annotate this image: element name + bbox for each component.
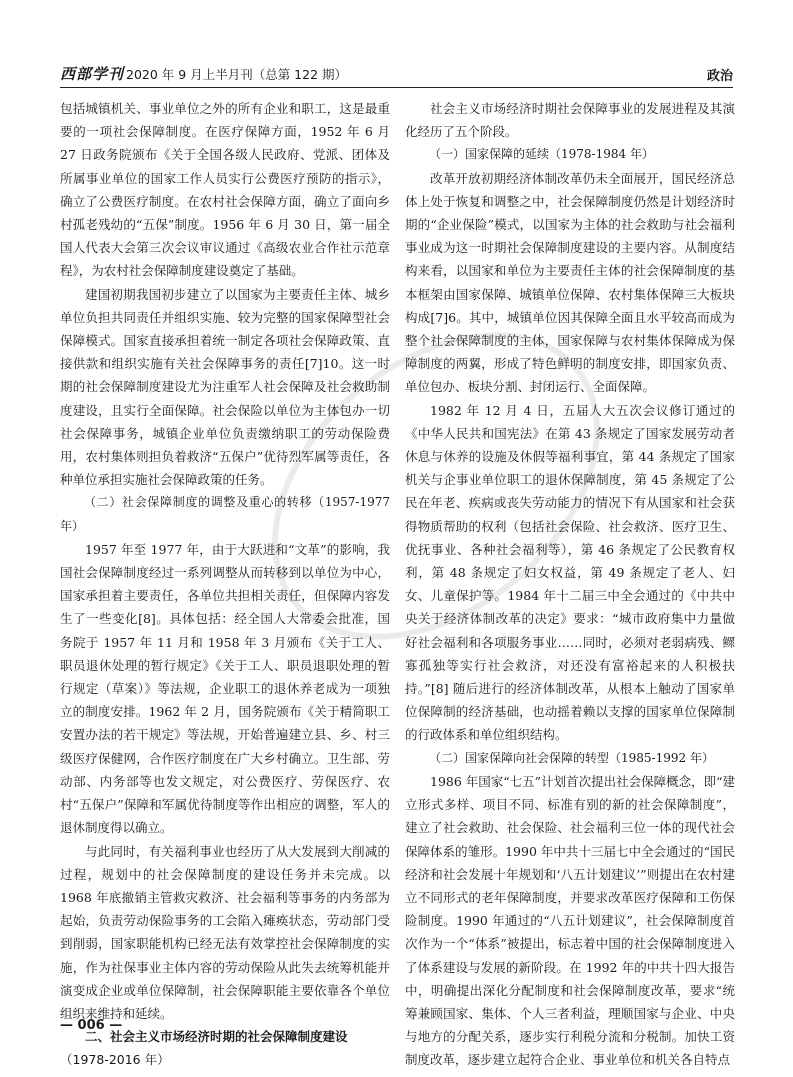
body-paragraph: 1982 年 12 月 4 日，五届人大五次会议修订通过的《中华人民共和国宪法》在第 43 条规定了国家发展劳动者休息与休养的设施及休假等福利事宜，第 44 条规定了国家机关与企事业单位职工的退休保障制度，第 45 条规定了公民在年老、疾病或丧失劳动能力的情况下有从国家和社会获得物质帮助的权利（包括社会保险、社会救济、医疗卫生、优抚事业、各种社会福利等），第 46 条规定了公民教育权利，第 48 条规定了妇女权益，第 49 条规定了老人、妇女、儿童保护等。1984 年十二届三中全会通过的《中共中央关于经济体制改革的决定》要求：“城市政府集中力量做好社会福利和各项服务事业……同时，必须对老弱病残、鳏寡孤独等实行社会救济，对还没有富裕起来的人积极扶持。”[8] 随后进行的经济体制改革，从根本上触动了国家单位保障制的经济基础，也动摇着赖以支撑的国家单位保障制的行政体系和单位组织结构。	[405, 402, 735, 743]
body-paragraph: 1957 年至 1977 年，由于大跃进和“文革”的影响，我国社会保障制度经过一系列调整从而转移到以单位为中心，国家承担着主要责任，各单位共担相关责任，但保障内容发生了一些变化[8]。具体包括：经全国人大常委会批准，国务院于 1957 年 11 月和 1958 年 3 月颁布《关于工人、职员退休处理的暂行规定》《关于工人、职员退职处理的暂行规定（草案）》等法规，企业职工的退休养老成为一项独立的制度安排。1962 年 2 月，国务院颁布《关于精简职工安置办法的若干规定》等法规，开始普遍建立县、乡、村三级医疗保健网，合作医疗制度在广大乡村确立。卫生部、劳动部、内务部等也发文规定，对公费医疗、劳保医疗、农村“五保户”保障和军属优待制度等作出相应的调整，军人的退休制度得以确立。	[60, 541, 390, 836]
body-paragraph: 包括城镇机关、事业单位之外的所有企业和职工，这是最重要的一项社会保障制度。在医疗保障方面，1952 年 6 月 27 日政务院颁布《关于全国各级人民政府、党派、团体及所属事业单位的国家工作人员实行公费医疗预防的指示》，确立了公费医疗制度。在农村社会保障方面，确立了面向乡村孤老残幼的“五保”制度。1956 年 6 月 30 日，第一届全国人代表大会第三次会议审议通过《高级农业合作社示范章程》，为农村社会保障制度建设奠定了基础。	[60, 101, 390, 279]
journal-logo: 西部学刊	[60, 65, 125, 83]
section-heading: 二、社会主义市场经济时期的社会保障制度建设	[85, 1029, 348, 1045]
body-paragraph: 1986 年国家“七五”计划首次提出社会保障概念，即“建立形式多样、项目不同、标准有别的新的社会保障制度”，建立了社会救助、社会保险、社会福利三位一体的现代社会保障体系的雏形。1990 年中共十三届七中全会通过的“国民经济和社会发展十年规划和‘八五计划建议’”则提出在农村建立不同形式的老年保障制度，并要求改革医疗保障和工伤保险制度。1990 年通过的“八五计划建议”，社会保障制度首次作为一个“体系”被提出，标志着中国的社会保障制度进入了体系建设与发展的新阶段。在 1992 年的中共十四大报告中，明确提出深化分配制度和社会保障制度改革，要求“统筹兼顾国家、集体、个人三者利益，理顺国家与企业、中央与地方的分配关系，逐步实行利税分流和分税制。加快工资制度改革，逐步建立起符合企业、事业单位和机关各自特点	[405, 773, 735, 1068]
subsection-heading-label: （二）社会保障制度的调整及重心的转移	[84, 495, 313, 510]
body-paragraph: 改革开放初期经济体制改革仍未全面展开，国民经济总体上处于恢复和调整之中，社会保障制度仍然是计划经济时期的“企业保险”模式，以国家为主体的社会救助与社会福利事业成为这一时期社会保障制度建设的主要内容。从制度结构来看，以国家和单位为主要责任主体的社会保障制度的基本框架由国家保障、城镇单位保障、农村集体保障三大板块构成[7]6。其中，城镇单位因其保障全面且水平较高而成为整个社会保障制度的主体，国家保障与农村集体保障成为保障制度的两翼，形成了特色鲜明的制度安排，即国家负责、单位包办、板块分割、封闭运行、全面保障。	[405, 170, 735, 395]
subsection-heading-years: （1985-1992 年）	[609, 750, 714, 765]
subsection-heading	[405, 747, 735, 770]
right-column	[405, 97, 735, 1072]
subsection-heading-years: （1957-1977 年）	[60, 495, 390, 533]
subsection-heading-label: （一）国家保障的延续	[429, 147, 550, 162]
section-heading-years: （1978-2016 年）	[60, 1052, 170, 1068]
subsection-heading	[60, 491, 390, 537]
section-label: 政治	[706, 69, 733, 84]
page-header	[60, 60, 733, 84]
journal-info	[60, 63, 347, 84]
subsection-heading-years: （1978-1984 年）	[549, 147, 654, 162]
issue-info: 2020 年 9 月上半月刊（总第 122 期）	[126, 67, 348, 82]
subsection-heading	[405, 143, 735, 166]
body-paragraph: 建国初期我国初步建立了以国家为主要责任主体、城乡单位负担共同责任并组织实施、较为完整的国家保障型社会保障模式。国家直接承担着统一制定各项社会保障政策、直接供款和组织实施有关社会保障事务的责任[7]10。这一时期的社会保障制度建设尤为注重军人社会保障及社会救助制度建设，且实行全面保障。社会保险以单位为主体包办一切社会保障事务，城镇企业单位负责缴纳职工的劳动保险费用，农村集体则担负着救济“五保户”优待烈军属等责任，各种单位承担实施社会保障政策的任务。	[60, 286, 390, 488]
header-rule	[60, 87, 733, 88]
left-column	[60, 97, 390, 1072]
page-number: — 006 —	[60, 1018, 123, 1033]
subsection-heading-label: （二）国家保障向社会保障的转型	[429, 750, 610, 765]
body-paragraph: 与此同时，有关福利事业也经历了从大发展到大削减的过程，规划中的社会保障制度的建设任务并未完成。以 1968 年底撤销主管救灾救济、社会福利等事务的内务部为起始，负责劳动保险事务的工会陷入瘫痪状态，劳动部门受到削弱，国家职能机构已经无法有效掌控社会保障制度的实施，作为社保事业主体内容的劳动保险从此失去统筹机能并演变成企业或单位保障制，社会保障职能主要依靠各个单位组织来维持和延续。	[60, 843, 390, 1021]
body-paragraph: 社会主义市场经济时期社会保障事业的发展进程及其演化经历了五个阶段。	[405, 101, 735, 140]
